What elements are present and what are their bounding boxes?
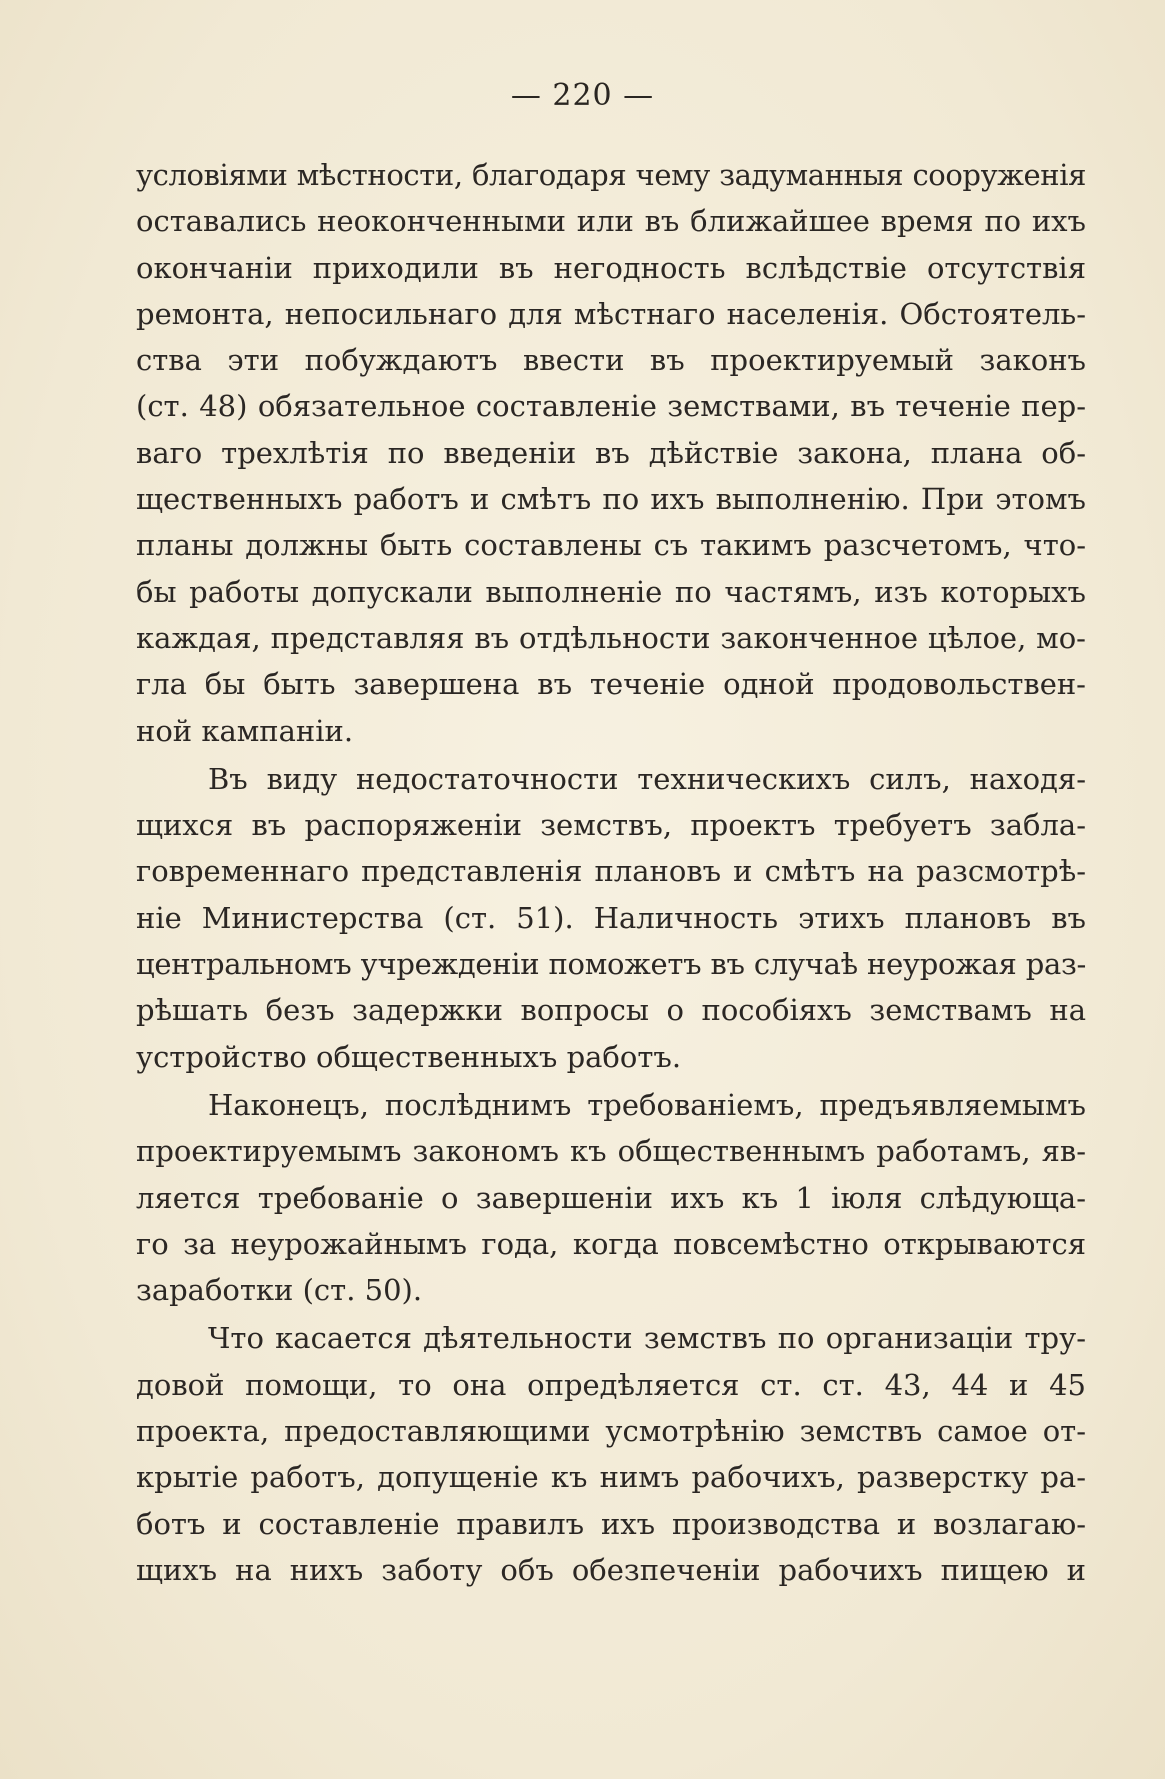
page-number: — 220 — <box>510 78 655 113</box>
paragraph <box>136 1315 1086 1593</box>
text-line: Въ виду недостаточности техническихъ силъ, находя- <box>208 761 1086 796</box>
text-line: ства эти побуждаютъ ввести въ проектируемый законъ <box>136 343 1086 378</box>
text-line: оставались неоконченными или въ ближайшее время по ихъ <box>136 204 1086 239</box>
text-line: Что касается дѣятельности земствъ по организаціи тру- <box>208 1321 1086 1356</box>
text-line: крытіе работъ, допущеніе къ нимъ рабочихъ, разверстку ра- <box>136 1460 1086 1495</box>
text-line: каждая, представляя въ отдѣльности законченное цѣлое, мо- <box>136 620 1086 655</box>
text-line: ной кампаніи. <box>136 713 354 748</box>
text-line: ваго трехлѣтія по введеніи въ дѣйствіе закона, плана об- <box>136 435 1086 470</box>
text-line: щихъ на нихъ заботу объ обезпеченіи рабочихъ пищею и <box>136 1552 1086 1587</box>
text-line: щественныхъ работъ и смѣтъ по ихъ выполненію. При этомъ <box>136 482 1086 517</box>
text-line: ляется требованіе о завершеніи ихъ къ 1 іюля слѣдующа- <box>136 1180 1086 1215</box>
text-line: ремонта, непосильнаго для мѣстнаго населенія. Обстоятель- <box>136 296 1086 331</box>
text-line: устройство общественныхъ работъ. <box>136 1039 682 1074</box>
paragraph <box>136 756 1086 1080</box>
text-line: проекта, предоставляющими усмотрѣнію земствъ самое от- <box>136 1414 1086 1449</box>
text-line: условіями мѣстности, благодаря чему задуманныя сооруженія <box>136 158 1086 192</box>
text-line: бы работы допускали выполненіе по частямъ, изъ которыхъ <box>136 574 1086 609</box>
text-line: ніе Министерства (ст. 51). Наличность этихъ плановъ въ <box>136 900 1086 935</box>
text-line: рѣшать безъ задержки вопросы о пособіяхъ земствамъ на <box>136 993 1086 1028</box>
body-text <box>136 152 1086 1593</box>
text-line: проектируемымъ закономъ къ общественнымъ работамъ, яв- <box>136 1134 1086 1169</box>
text-line: ботъ и составленіе правилъ ихъ производства и возлагаю- <box>136 1506 1086 1541</box>
text-line: Наконецъ, послѣднимъ требованіемъ, предъявляемымъ <box>208 1087 1086 1122</box>
text-line: планы должны быть составлены съ такимъ разсчетомъ, что- <box>136 528 1086 563</box>
paragraph <box>136 1082 1086 1313</box>
text-line: го за неурожайнымъ года, когда повсемѣстно открываются <box>136 1226 1086 1261</box>
text-line: центральномъ учрежденіи поможетъ въ случаѣ неурожая раз- <box>136 947 1086 982</box>
paragraph <box>136 152 1086 754</box>
text-line: гла бы быть завершена въ теченіе одной продовольствен- <box>136 667 1086 702</box>
text-line: (ст. 48) обязательное составленіе земствами, въ теченіе пер- <box>136 389 1086 424</box>
text-line: заработки (ст. 50). <box>136 1273 423 1308</box>
text-line: говременнаго представленія плановъ и смѣтъ на разсмотрѣ- <box>136 854 1086 889</box>
text-line: довой помощи, то она опредѣляется ст. ст. 43, 44 и 45 <box>136 1367 1086 1402</box>
text-line: щихся въ распоряженіи земствъ, проектъ требуетъ забла- <box>136 808 1086 843</box>
text-line: окончаніи приходили въ негодность вслѣдствіе отсутствія <box>136 250 1086 285</box>
